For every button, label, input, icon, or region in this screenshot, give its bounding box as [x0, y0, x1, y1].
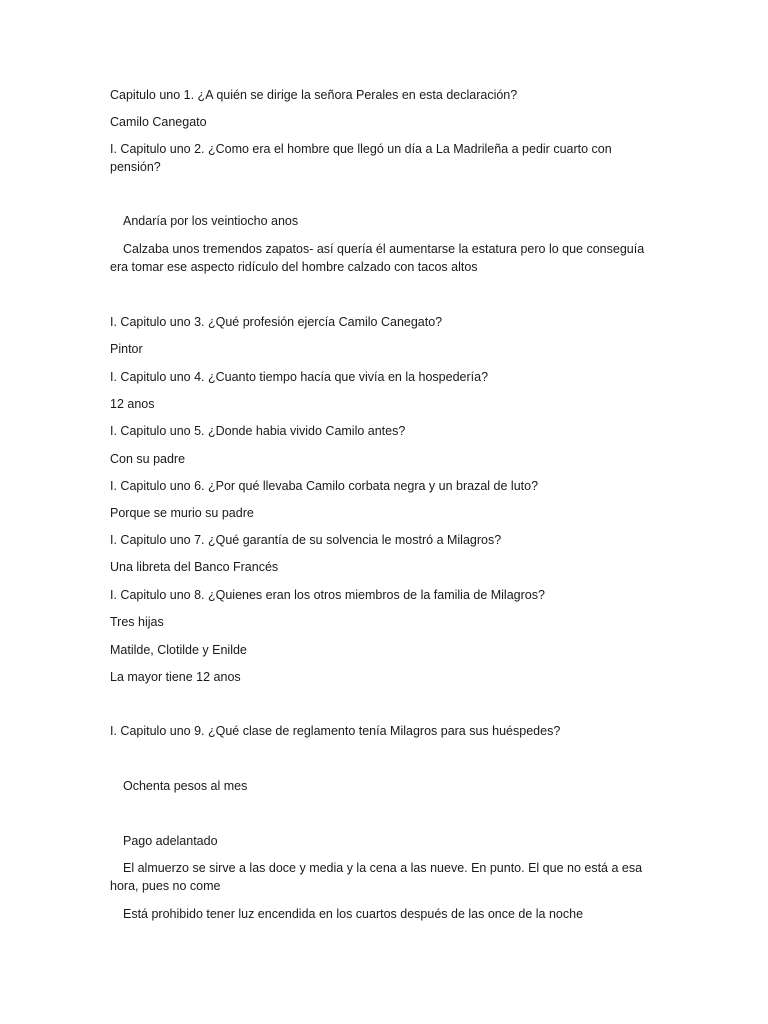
question-6: I. Capitulo uno 6. ¿Por qué llevaba Camilo corbata negra y un brazal de luto?: [110, 479, 539, 493]
question-8: I. Capitulo uno 8. ¿Quienes eran los otros miembros de la familia de Milagros?: [110, 588, 545, 602]
question-5: I. Capitulo uno 5. ¿Donde habia vivido Camilo antes?: [110, 424, 406, 438]
answer-5: Con su padre: [110, 452, 186, 466]
answer-9-lights: Está prohibido tener luz encendida en los cuartos después de las once de la noche: [123, 907, 584, 921]
answer-3: Pintor: [110, 342, 143, 356]
answer-1: Camilo Canegato: [110, 115, 207, 129]
answer-4: 12 anos: [110, 397, 155, 411]
question-9: I. Capitulo uno 9. ¿Qué clase de reglamento tenía Milagros para sus huéspedes?: [110, 724, 561, 738]
answer-9-payment: Pago adelantado: [123, 834, 218, 848]
answer-7: Una libreta del Banco Francés: [110, 560, 279, 574]
question-3: I. Capitulo uno 3. ¿Qué profesión ejercía Camilo Canegato?: [110, 315, 443, 329]
answer-2-shoes: Calzaba unos tremendos zapatos- así quería él aumentarse la estatura pero lo que conseguía era tomar ese aspecto ridículo del hombre calzado con tacos altos: [110, 242, 645, 274]
answer-6: Porque se murio su padre: [110, 506, 254, 520]
question-7: I. Capitulo uno 7. ¿Qué garantía de su solvencia le mostró a Milagros?: [110, 533, 502, 547]
answer-8-eldest: La mayor tiene 12 anos: [110, 670, 241, 684]
question-4: I. Capitulo uno 4. ¿Cuanto tiempo hacía que vivía en la hospedería?: [110, 370, 489, 384]
question-1: Capitulo uno 1. ¿A quién se dirige la señora Perales en esta declaración?: [110, 88, 518, 102]
answer-8-daughters: Tres hijas: [110, 615, 164, 629]
answer-2-age: Andaría por los veintiocho anos: [123, 214, 299, 228]
answer-8-names: Matilde, Clotilde y Enilde: [110, 643, 247, 657]
answer-9-meals: El almuerzo se sirve a las doce y media y la cena a las nueve. En punto. El que no está a esa hora, pues no come: [110, 861, 643, 893]
question-2: I. Capitulo uno 2. ¿Como era el hombre que llegó un día a La Madrileña a pedir cuarto con pensión?: [110, 142, 612, 174]
answer-9-price: Ochenta pesos al mes: [123, 779, 248, 793]
